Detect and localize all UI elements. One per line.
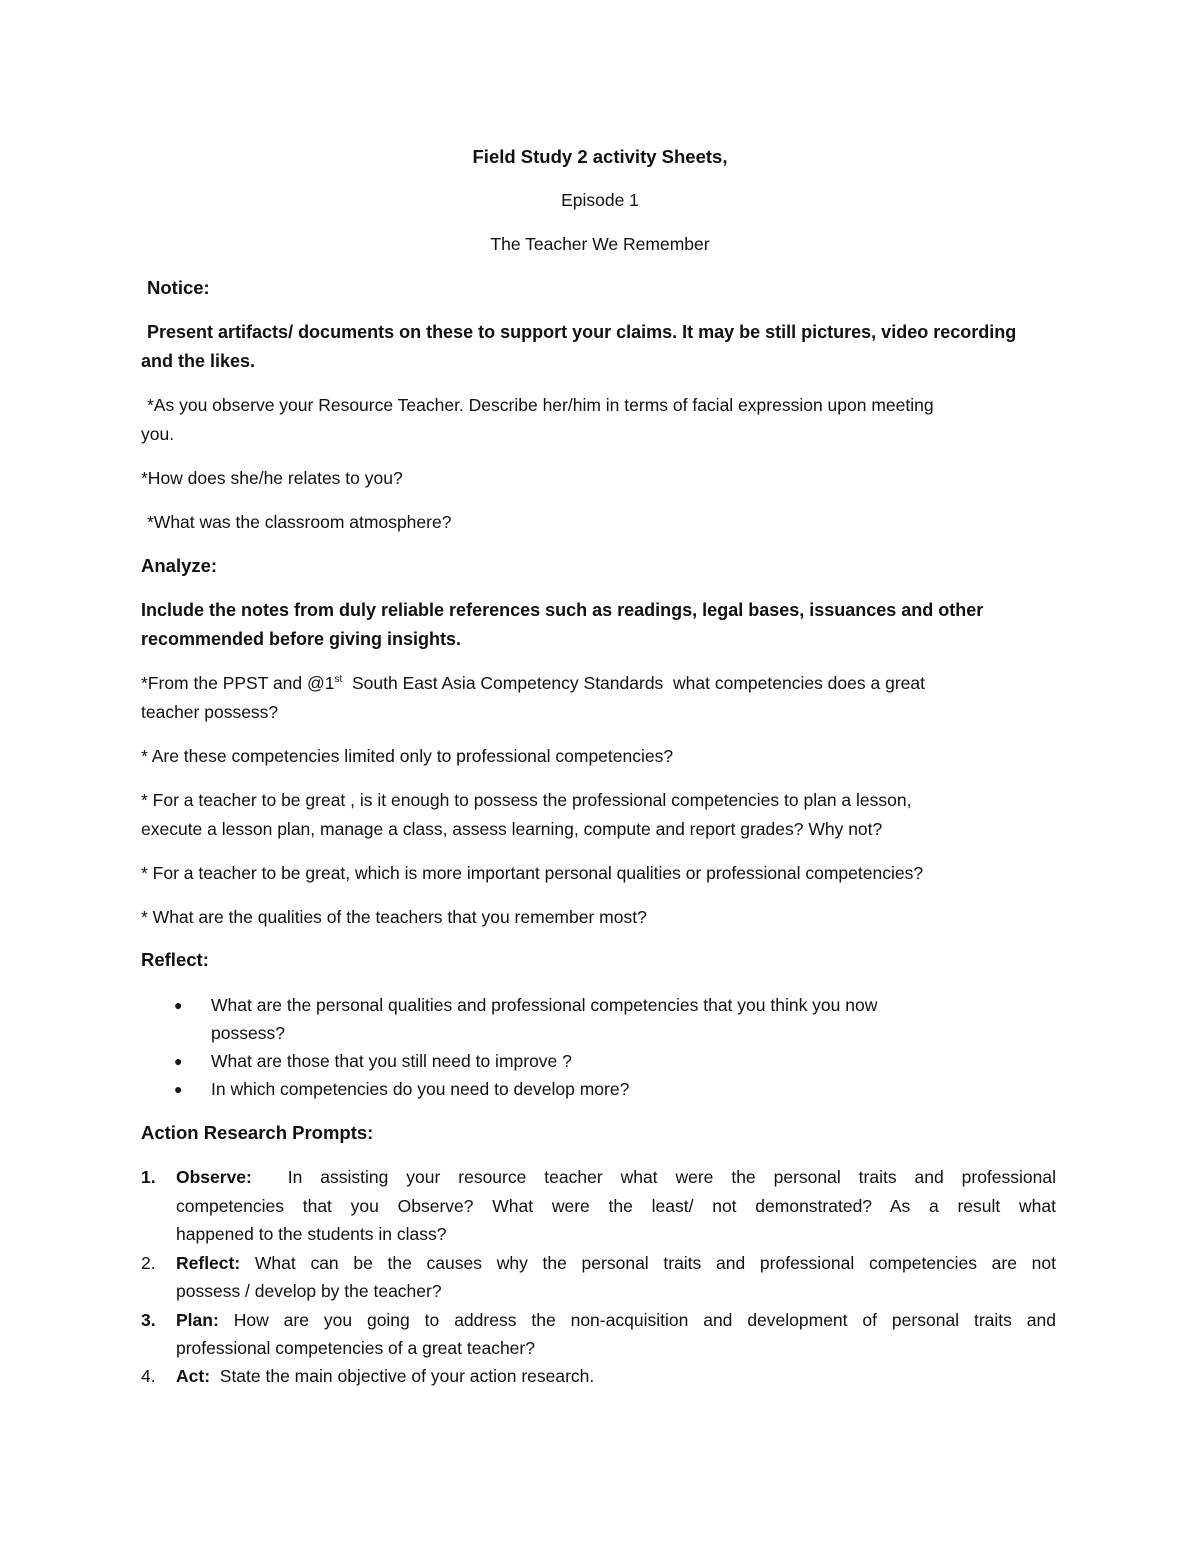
bullet-icon: ●: [174, 1081, 183, 1097]
action-research-heading: Action Research Prompts:: [141, 1122, 374, 1143]
bullet-icon: ●: [174, 1053, 183, 1069]
action-item-4-text-line1: State the main objective of your action research.: [219, 1366, 595, 1386]
action-item-1-number: 1.: [141, 1167, 156, 1187]
reflect-bullet-1-line2: possess?: [211, 1023, 285, 1043]
action-item-3-line1: [176, 1309, 1056, 1331]
analyze-question-1-line2: teacher possess?: [141, 702, 279, 722]
action-item-1-line1: [176, 1166, 1056, 1188]
notice-question-1-line2: you.: [141, 424, 175, 444]
reflect-bullet-3: In which competencies do you need to develop more?: [211, 1079, 630, 1099]
action-item-4-label: Act:: [176, 1366, 211, 1386]
action-item-1-line3: happened to the students in class?: [176, 1224, 447, 1244]
analyze-question-5: * What are the qualities of the teachers that you remember most?: [141, 907, 647, 927]
notice-question-1-line1: *As you observe your Resource Teacher. Describe her/him in terms of facial expression upon meeting: [147, 395, 934, 415]
analyze-question-1-text-post: South East Asia Competency Standards what competencies does a great: [342, 673, 925, 693]
action-item-2-text-line1: What can be the causes why the personal traits and professional competencies are not: [254, 1253, 1056, 1273]
analyze-instruction-line1: Include the notes from duly reliable references such as readings, legal bases, issuances and other: [141, 600, 984, 620]
reflect-bullet-2: What are those that you still need to improve ?: [211, 1051, 572, 1071]
notice-instruction-line1: Present artifacts/ documents on these to support your claims. It may be still pictures, video recording: [147, 322, 1017, 342]
analyze-question-1-line1: [141, 672, 925, 694]
action-item-1-text-line1: In assisting your resource teacher what were the personal traits and professional: [287, 1167, 1057, 1187]
analyze-question-3-line1: * For a teacher to be great , is it enough to possess the professional competencies to plan a lesson,: [141, 790, 912, 810]
analyze-question-3-line2: execute a lesson plan, manage a class, assess learning, compute and report grades? Why not?: [141, 819, 883, 839]
action-item-4-number: 4.: [141, 1366, 156, 1386]
bullet-icon: ●: [174, 997, 183, 1013]
analyze-instruction-line2: recommended before giving insights.: [141, 629, 462, 649]
action-item-3-text-line1: How are you going to address the non-acquisition and development of personal traits and: [233, 1310, 1056, 1330]
action-item-1-label: Observe:: [176, 1167, 252, 1187]
action-item-1-line2: competencies that you Observe? What were the least/ not demonstrated? As a result what: [176, 1196, 1056, 1216]
action-item-2-number: 2.: [141, 1253, 156, 1273]
analyze-question-4: * For a teacher to be great, which is more important personal qualities or professional competencies?: [141, 863, 924, 883]
notice-question-2: *How does she/he relates to you?: [141, 468, 403, 488]
action-item-2-label: Reflect:: [176, 1253, 241, 1273]
action-item-2-line1: [176, 1252, 1056, 1274]
reflect-heading: Reflect:: [141, 949, 209, 970]
reflect-bullet-1-line1: What are the personal qualities and professional competencies that you think you now: [211, 995, 878, 1015]
analyze-question-2: * Are these competencies limited only to professional competencies?: [141, 746, 674, 766]
notice-question-3: *What was the classroom atmosphere?: [147, 512, 452, 532]
notice-heading: Notice:: [147, 277, 210, 298]
action-item-2-line2: possess / develop by the teacher?: [176, 1281, 442, 1301]
ordinal-suffix: st: [334, 674, 343, 686]
action-item-4-line1: [176, 1365, 594, 1387]
action-item-3-label: Plan:: [176, 1310, 219, 1330]
analyze-question-1-text-pre: *From the PPST and @1: [141, 673, 335, 693]
analyze-heading: Analyze:: [141, 555, 218, 576]
notice-instruction-line2: and the likes.: [141, 351, 256, 371]
action-item-3-number: 3.: [141, 1310, 156, 1330]
action-item-3-line2: professional competencies of a great teacher?: [176, 1338, 535, 1358]
document-subtitle: The Teacher We Remember: [490, 234, 710, 254]
document-title: Field Study 2 activity Sheets,: [472, 146, 728, 167]
episode-label: Episode 1: [561, 190, 639, 210]
